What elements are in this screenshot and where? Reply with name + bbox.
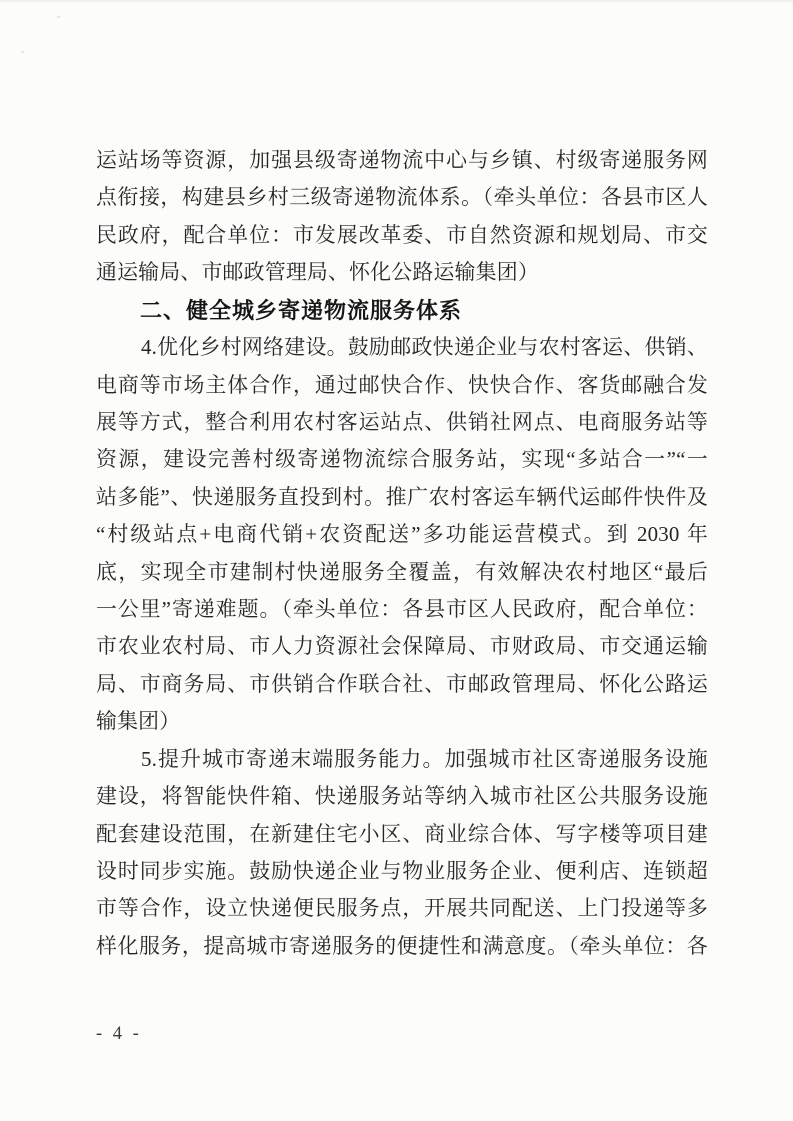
- text-line: 配套建设范围，在新建住宅小区、商业综合体、写字楼等项目建: [96, 821, 708, 846]
- text-line: 市等合作，设立快递便民服务点，开展共同配送、上门投递等多: [96, 896, 708, 921]
- document-body: [96, 142, 708, 965]
- section-heading: 二、健全城乡寄递物流服务体系: [140, 297, 463, 323]
- text-line: 电商等市场主体合作，通过邮快合作、快快合作、客货邮融合发: [96, 372, 708, 397]
- text-line: 通运输局、市邮政管理局、怀化公路运输集团）: [96, 260, 539, 285]
- text-line: 5.提升城市寄递末端服务能力。加强城市社区寄递服务设施: [141, 746, 708, 771]
- text-line: 4.优化乡村网络建设。鼓励邮政快递企业与农村客运、供销、: [141, 335, 708, 360]
- text-line: 设时同步实施。鼓励快递企业与物业服务企业、便利店、连锁超: [96, 859, 708, 884]
- text-line: 局、市商务局、市供销合作联合社、市邮政管理局、怀化公路运: [96, 671, 708, 696]
- page-number: - 4 -: [96, 1024, 142, 1044]
- text-line: 输集团）: [96, 709, 181, 734]
- text-line: 展等方式，整合利用农村客运站点、供销社网点、电商服务站等: [96, 409, 708, 434]
- text-line: 市农业农村局、市人力资源社会保障局、市财政局、市交通运输: [96, 634, 708, 659]
- text-line: 一公里”寄递难题。（牵头单位：各县市区人民政府，配合单位：: [96, 597, 708, 622]
- scan-speck: [57, 16, 60, 18]
- text-line: 样化服务，提高城市寄递服务的便捷性和满意度。（牵头单位：各: [96, 933, 708, 958]
- text-line: 站多能”、快递服务直投到村。推广农村客运车辆代运邮件快件及: [96, 484, 708, 509]
- text-line: 资源，建设完善村级寄递物流综合服务站，实现“多站合一”“一: [96, 447, 708, 472]
- text-line: 底，实现全市建制村快递服务全覆盖，有效解决农村地区“最后: [96, 559, 708, 584]
- text-line: “村级站点+电商代销+农资配送”多功能运营模式。到 2030 年: [96, 522, 708, 547]
- scan-speck: [21, 51, 24, 53]
- scan-edge-artifact: [0, 0, 793, 2]
- text-line: 建设，将智能快件箱、快递服务站等纳入城市社区公共服务设施: [96, 784, 708, 809]
- text-line: 民政府，配合单位：市发展改革委、市自然资源和规划局、市交: [96, 222, 708, 247]
- text-line: 点衔接，构建县乡村三级寄递物流体系。（牵头单位：各县市区人: [96, 185, 708, 210]
- page-footer: [96, 1024, 142, 1045]
- text-line: 运站场等资源，加强县级寄递物流中心与乡镇、村级寄递服务网: [96, 148, 708, 172]
